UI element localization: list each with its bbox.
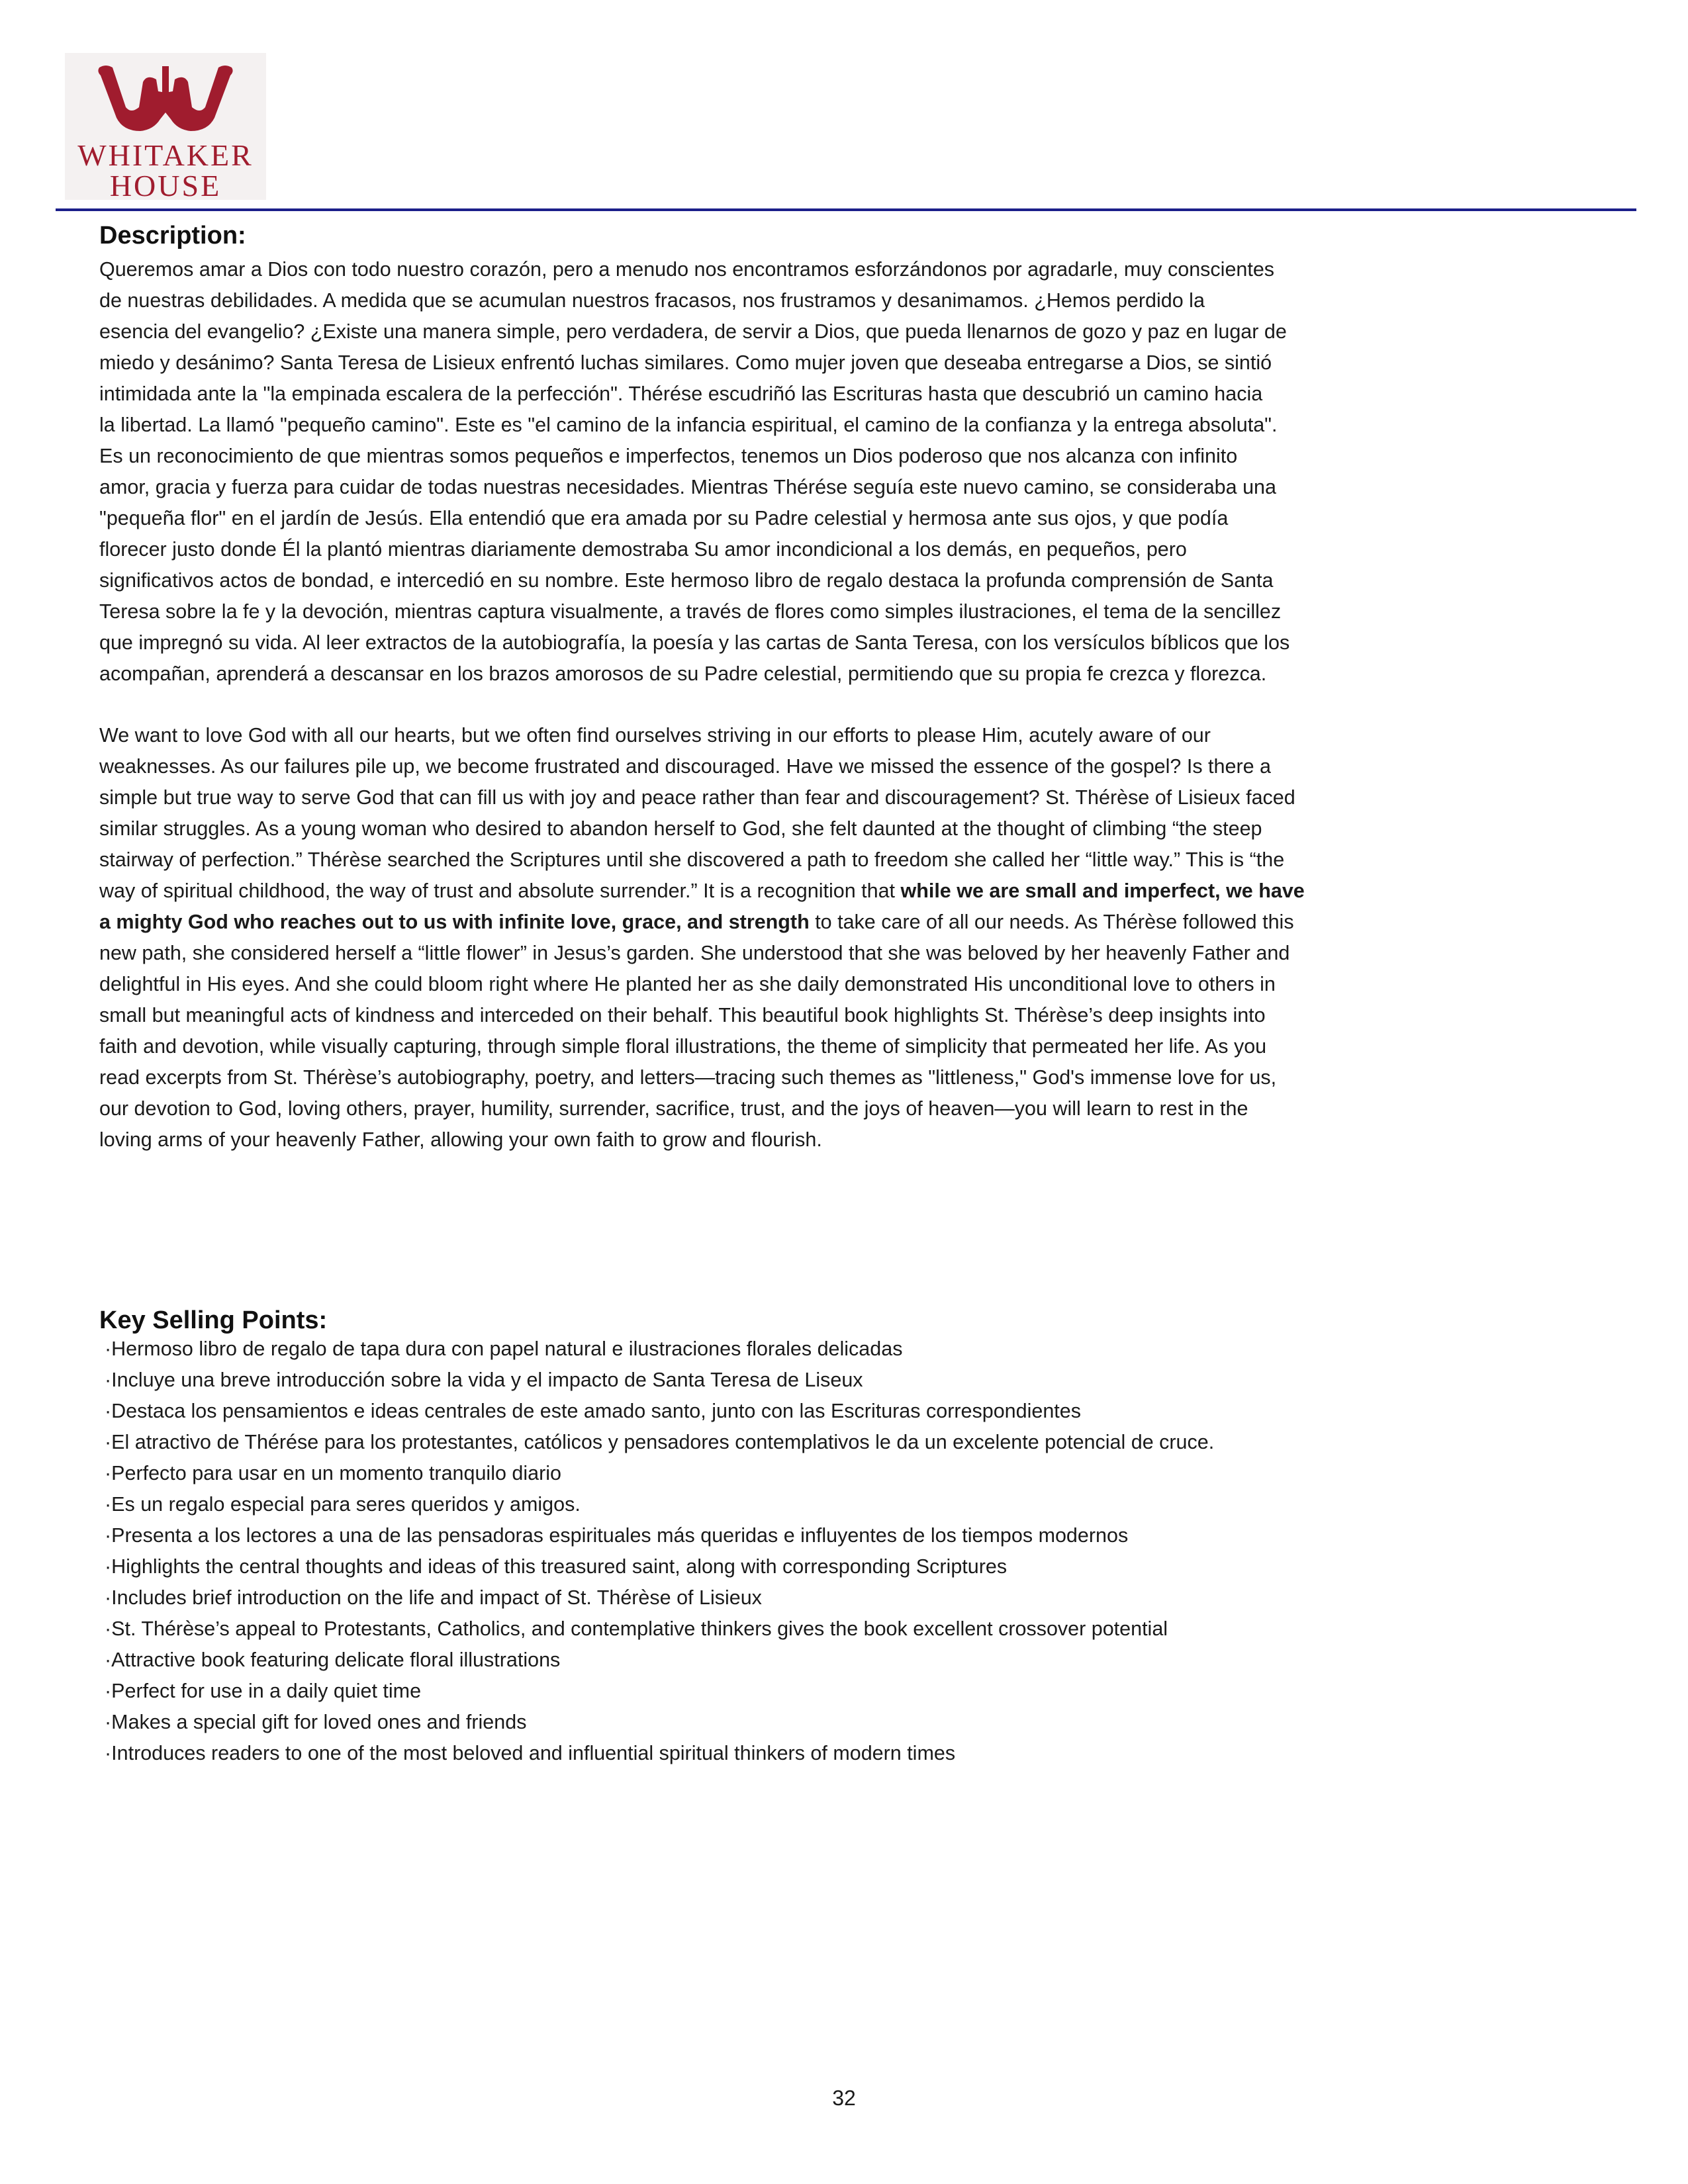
logo-word-bottom: HOUSE (109, 169, 222, 203)
description-spanish-paragraph: Queremos amar a Dios con todo nuestro corazón, pero a menudo nos encontramos esforzándonos por agradarle, muy conscientes de nuestras debilidades. A medida que se acumulan nuestros fracasos, nos frustramos y desanimamos. ¿Hemos perdido la esencia del evangelio? ¿Existe una manera simple, pero verdadera, de servir a Dios, que pueda llenarnos de gozo y paz en lugar de miedo y desánimo? Santa Teresa de Lisieux enfrentó luchas similares. Como mujer joven que deseaba entregarse a Dios, se sintió intimidada ante la "la empinada escalera de la perfección". Thérése escudriñó las Escrituras hasta que descubrió un camino hacia la libertad. La llamó "pequeño camino". Este es "el camino de la infancia espiritual, el camino de la confianza y la entrega absoluta". Es un reconocimiento de que mientras somos pequeños e imperfectos, tenemos un Dios poderoso que nos alcanza con infinito amor, gracia y fuerza para cuidar de todas nuestras necesidades. Mientras Thérése seguía este nuevo camino, se consideraba una "pequeña flor" en el jardín de Jesús. Ella entendió que era amada por su Padre celestial y hermosa ante sus ojos, y que podía florecer justo donde Él la plantó mientras diariamente demostraba Su amor incondicional a los demás, en pequeños, pero significativos actos de bondad, e intercedió en su nombre. Este hermoso libro de regalo destaca la profunda comprensión de Santa Teresa sobre la fe y la devoción, mientras captura visualmente, a través de flores como simples ilustraciones, el tema de la sencillez que impregnó su vida. Al leer extractos de la autobiografía, la poesía y las cartas de Santa Teresa, con los versículos bíblicos que los acompañan, aprenderá a descansar en los brazos amorosos de su Padre celestial, permitiendo que su propia fe crezca y florezca. (99, 258, 1290, 685)
selling-point-item: ·Hermoso libro de regalo de tapa dura con papel natural e ilustraciones florales delicadas (105, 1338, 903, 1360)
english-text-start: We want to love God with all our hearts, but we often find ourselves striving in our efforts to please Him, acutely aware of our weaknesses. As our failures pile up, we become frustrated and discouraged. Have we missed the essence of the gospel? Is there a simple but true way to serve God that can fill us with joy and peace rather than fear and discouragement? St. Thérèse of Lisieux faced similar struggles. As a young woman who desired to abandon herself to God, she felt daunted at the thought of climbing “the steep stairway of perfection.” Thérèse searched the Scriptures until she discovered a path to freedom she called her “little way.” This is “the way of spiritual childhood, the way of trust and absolute surrender.” It is a recognition that (99, 724, 1295, 902)
selling-point-item: ·Makes a special gift for loved ones and friends (105, 1711, 527, 1733)
selling-point-item: ·Es un regalo especial para seres queridos y amigos. (105, 1493, 581, 1516)
selling-point-item: ·Introduces readers to one of the most beloved and influential spiritual thinkers of modern times (105, 1742, 956, 1764)
header-divider (56, 208, 1636, 211)
selling-point-item: ·Includes brief introduction on the life and impact of St. Thérèse of Lisieux (105, 1586, 762, 1609)
page-number: 32 (832, 2086, 856, 2110)
description-english-paragraph (99, 720, 1450, 1156)
selling-point-item: ·Destaca los pensamientos e ideas centrales de este amado santo, junto con las Escrituras correspondientes (105, 1400, 1081, 1422)
selling-point-item: ·El atractivo de Thérése para los protestantes, católicos y pensadores contemplativos le da un excelente potencial de cruce. (105, 1431, 1215, 1453)
selling-point-item: ·Incluye una breve introducción sobre la vida y el impacto de Santa Teresa de Liseux (105, 1369, 863, 1391)
key-selling-points-heading: Key Selling Points: (99, 1306, 328, 1334)
publisher-logo (65, 53, 266, 203)
selling-point-item: ·Perfecto para usar en un momento tranquilo diario (105, 1462, 562, 1484)
book-mark-icon (65, 53, 266, 139)
description-heading: Description: (99, 222, 246, 250)
selling-point-item: ·Highlights the central thoughts and ideas of this treasured saint, along with corresponding Scriptures (105, 1555, 1008, 1578)
logo-word-top: WHITAKER (77, 138, 254, 172)
selling-point-item: ·Attractive book featuring delicate floral illustrations (105, 1649, 561, 1671)
selling-point-item: ·St. Thérèse’s appeal to Protestants, Catholics, and contemplative thinkers gives the book excellent crossover potential (105, 1617, 1168, 1640)
key-selling-points-list (105, 1334, 1561, 1769)
english-bold-emphasis: while we are small and imperfect, we have a mighty God who reaches out to us with infinite love, grace, and strength (99, 880, 1305, 933)
selling-point-item: ·Presenta a los lectores a una de las pensadoras espirituales más queridas e influyentes de los tiempos modernos (105, 1524, 1129, 1547)
selling-point-item: ·Perfect for use in a daily quiet time (105, 1680, 422, 1702)
english-text-end: to take care of all our needs. As Thérèse followed this new path, she considered herself a “little flower” in Jesus’s garden. She understood that she was beloved by her heavenly Father and delightful in His eyes. And she could bloom right where He planted her as she daily demonstrated His unconditional love to others in small but meaningful acts of kindness and interceded on their behalf. This beautiful book highlights St. Thérèse’s deep insights into faith and devotion, while visually capturing, through simple floral illustrations, the theme of simplicity that permeated her life. As you read excerpts from St. Thérèse’s autobiography, poetry, and letters—tracing such themes as "littleness," God's immense love for us, our devotion to God, loving others, prayer, humility, surrender, sacrifice, trust, and the joys of heaven—you will learn to rest in the loving arms of your heavenly Father, allowing your own faith to grow and flourish. (99, 911, 1294, 1151)
